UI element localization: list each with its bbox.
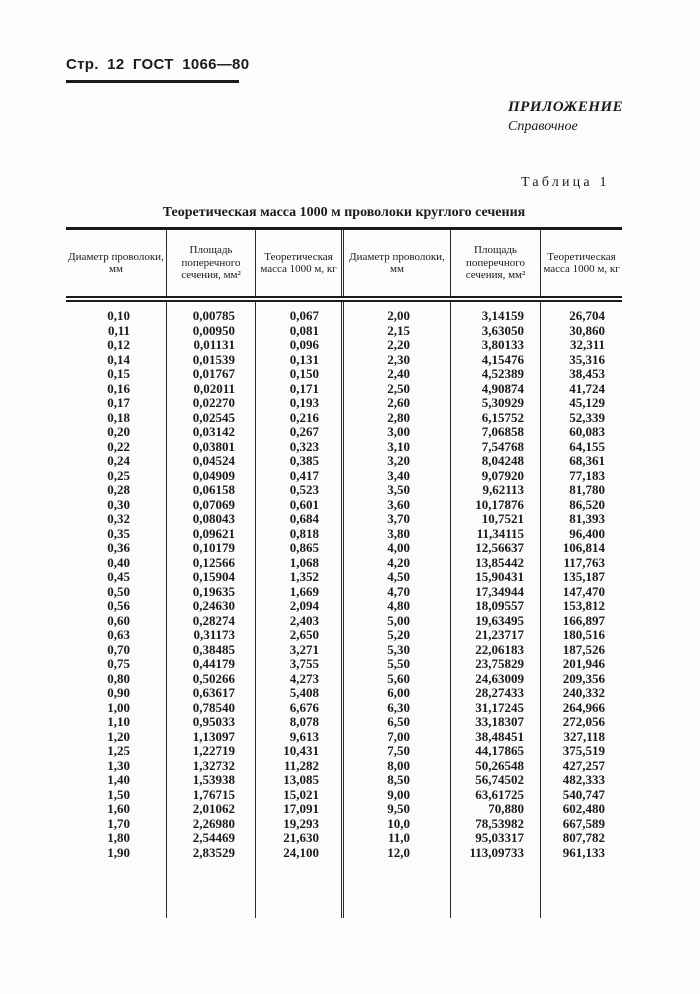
table-cell: 0,684 [255, 512, 341, 527]
table-cell: 0,12 [107, 337, 130, 352]
table-cell: 961,133 [540, 846, 622, 861]
table-cell: 180,516 [540, 628, 622, 643]
table-cell: 0,09621 [166, 527, 255, 542]
table-cell: 1,25 [107, 743, 130, 758]
table-cell: 15,021 [255, 788, 341, 803]
table-cell: 0,10 [107, 308, 130, 323]
table-cell: 21,630 [255, 831, 341, 846]
table-cell: 3,20 [341, 454, 450, 469]
table-cell: 2,80 [341, 411, 450, 426]
table-cell: 106,814 [540, 541, 622, 556]
table-cell: 0,14 [107, 351, 130, 367]
table-cell: 0,70 [107, 641, 130, 657]
table-cell: 240,332 [540, 686, 622, 701]
column-header-area-left: Площадь поперечного сечения, мм² [166, 230, 255, 296]
table-cell: 264,966 [540, 701, 622, 716]
table-cell: 0,24 [107, 453, 130, 468]
table-cell: 50,26548 [450, 759, 540, 774]
wire-mass-table [66, 227, 622, 918]
table-cell: 8,00 [341, 759, 450, 774]
table-title: Теоретическая масса 1000 м проволоки круглого сечения [162, 205, 526, 220]
table-cell: 8,04248 [450, 454, 540, 469]
table-cell: 19,63495 [450, 614, 540, 629]
table-cell: 0,36 [107, 540, 130, 555]
table-cell: 0,80 [107, 670, 130, 686]
table-cell: 7,00 [341, 730, 450, 745]
table-cell: 0,18 [107, 409, 130, 425]
table-cell: 0,131 [255, 353, 341, 368]
table-cell: 0,24630 [166, 599, 255, 614]
table-cell: 38,48451 [450, 730, 540, 745]
table-cell: 18,09557 [450, 599, 540, 614]
table-cell: 95,03317 [450, 831, 540, 846]
table-cell: 1,80 [107, 830, 130, 845]
table-cell: 32,311 [540, 338, 622, 353]
table-cell: 28,27433 [450, 686, 540, 701]
table-cell: 1,90 [107, 844, 130, 860]
table-cell: 2,60 [341, 396, 450, 411]
header-rule [66, 80, 239, 83]
table-cell: 0,601 [255, 498, 341, 513]
table-cell: 6,00 [341, 686, 450, 701]
table-cell: 2,26980 [166, 817, 255, 832]
table-cell: 0,40 [107, 554, 130, 570]
table-cell: 187,526 [540, 643, 622, 658]
table-cell: 24,100 [255, 846, 341, 861]
table-cell: 3,271 [255, 643, 341, 658]
table-cell: 52,339 [540, 411, 622, 426]
table-cell: 0,16 [107, 380, 130, 396]
table-cell: 117,763 [540, 556, 622, 571]
table-cell: 35,316 [540, 353, 622, 368]
table-tail-cell [66, 860, 166, 918]
table-cell: 6,50 [341, 715, 450, 730]
table-cell: 1,352 [255, 570, 341, 585]
table-cell: 11,282 [255, 759, 341, 774]
table-cell: 0,03142 [166, 425, 255, 440]
table-cell: 4,80 [341, 599, 450, 614]
table-cell: 209,356 [540, 672, 622, 687]
table-cell: 96,400 [540, 527, 622, 542]
table-cell: 2,650 [255, 628, 341, 643]
table-cell: 375,519 [540, 744, 622, 759]
table-cell: 4,00 [341, 541, 450, 556]
table-tail-cell [450, 860, 540, 918]
table-cell: 5,20 [341, 628, 450, 643]
table-cell: 2,30 [341, 353, 450, 368]
table-cell: 0,25 [107, 467, 130, 483]
annex-title: ПРИЛОЖЕНИЕ [508, 99, 624, 115]
table-cell: 0,15 [107, 366, 130, 381]
table-cell: 0,90 [107, 685, 130, 700]
table-cell: 0,096 [255, 338, 341, 353]
table-cell: 5,60 [341, 672, 450, 687]
table-cell: 9,50 [341, 802, 450, 817]
table-cell: 17,091 [255, 802, 341, 817]
table-cell: 0,193 [255, 396, 341, 411]
table-cell: 41,724 [540, 382, 622, 397]
table-cell: 38,453 [540, 367, 622, 382]
table-cell: 7,50 [341, 744, 450, 759]
table-cell: 9,62113 [450, 483, 540, 498]
table-cell: 24,63009 [450, 672, 540, 687]
table-cell: 3,14159 [450, 309, 540, 324]
table-cell: 60,083 [540, 425, 622, 440]
table-tail-cell [540, 860, 622, 918]
table-cell: 0,03801 [166, 440, 255, 455]
table-cell: 0,15904 [166, 570, 255, 585]
table-cell: 113,09733 [450, 846, 540, 861]
table-cell: 6,676 [255, 701, 341, 716]
table-cell: 5,30929 [450, 396, 540, 411]
table-cell: 3,60 [341, 498, 450, 513]
table-cell: 31,17245 [450, 701, 540, 716]
table-tail-cell [255, 860, 341, 918]
table-cell: 4,70 [341, 585, 450, 600]
table-cell: 0,28274 [166, 614, 255, 629]
table-label: Таблица 1 [521, 175, 610, 190]
table-cell: 482,333 [540, 773, 622, 788]
column-header-mass-right: Теоретическая масса 1000 м, кг [540, 230, 622, 296]
table-body [66, 302, 622, 918]
table-cell: 0,12566 [166, 556, 255, 571]
table-cell: 2,50 [341, 382, 450, 397]
table-cell: 15,90431 [450, 570, 540, 585]
table-cell: 201,946 [540, 657, 622, 672]
table-cell: 19,293 [255, 817, 341, 832]
table-cell: 77,183 [540, 469, 622, 484]
table-cell: 81,780 [540, 483, 622, 498]
page-header: Стр. 12 ГОСТ 1066—80 [66, 56, 250, 73]
table-cell: 0,63 [107, 627, 130, 642]
table-header-row [66, 230, 622, 296]
table-cell: 2,00 [341, 309, 450, 324]
table-cell: 56,74502 [450, 773, 540, 788]
table-cell: 3,80 [341, 527, 450, 542]
table-cell: 272,056 [540, 715, 622, 730]
table-cell: 0,63617 [166, 686, 255, 701]
table-cell: 2,40 [341, 367, 450, 382]
table-cell: 2,403 [255, 614, 341, 629]
table-cell: 0,01131 [166, 338, 255, 353]
table-cell: 0,523 [255, 483, 341, 498]
table-cell: 166,897 [540, 614, 622, 629]
table-cell: 0,56 [107, 598, 130, 613]
table-cell: 7,06858 [450, 425, 540, 440]
table-cell: 0,01767 [166, 367, 255, 382]
table-cell: 2,01062 [166, 802, 255, 817]
table-cell: 64,155 [540, 440, 622, 455]
table-cell: 1,10 [107, 714, 130, 729]
table-cell: 3,755 [255, 657, 341, 672]
table-cell: 0,75 [107, 656, 130, 671]
table-cell: 0,78540 [166, 701, 255, 716]
table-cell: 0,44179 [166, 657, 255, 672]
table-cell: 3,50 [341, 483, 450, 498]
table-cell: 1,70 [107, 815, 130, 831]
column-header-area-right: Площадь поперечного сечения, мм² [450, 230, 540, 296]
table-cell: 0,50 [107, 583, 130, 599]
table-cell: 13,85442 [450, 556, 540, 571]
table-cell: 22,06183 [450, 643, 540, 658]
table-cell: 1,669 [255, 585, 341, 600]
table-cell: 3,80133 [450, 338, 540, 353]
table-cell: 4,50 [341, 570, 450, 585]
table-cell: 0,01539 [166, 353, 255, 368]
table-tail-cell [166, 860, 255, 918]
table-cell: 3,63050 [450, 324, 540, 339]
table-cell: 8,078 [255, 715, 341, 730]
table-cell: 6,15752 [450, 411, 540, 426]
table-cell: 1,00 [107, 699, 130, 715]
table-cell: 4,20 [341, 556, 450, 571]
table-cell: 63,61725 [450, 788, 540, 803]
table-cell: 2,094 [255, 599, 341, 614]
table-cell: 0,17 [107, 395, 130, 410]
table-cell: 0,02270 [166, 396, 255, 411]
table-cell: 0,22 [107, 438, 130, 454]
table-cell: 10,17876 [450, 498, 540, 513]
table-cell: 0,04909 [166, 469, 255, 484]
table-cell: 4,90874 [450, 382, 540, 397]
table-cell: 2,15 [341, 324, 450, 339]
table-cell: 4,273 [255, 672, 341, 687]
table-cell: 3,00 [341, 425, 450, 440]
table-cell: 4,15476 [450, 353, 540, 368]
table-cell: 12,0 [341, 846, 450, 861]
table-cell: 68,361 [540, 454, 622, 469]
table-cell: 1,50 [107, 786, 130, 802]
table-cell: 3,40 [341, 469, 450, 484]
table-cell: 3,10 [341, 440, 450, 455]
table-cell: 12,56637 [450, 541, 540, 556]
table-cell: 0,08043 [166, 512, 255, 527]
table-cell: 45,129 [540, 396, 622, 411]
table-cell: 6,30 [341, 701, 450, 716]
table-cell: 0,60 [107, 612, 130, 628]
table-cell: 0,067 [255, 309, 341, 324]
table-cell: 0,06158 [166, 483, 255, 498]
table-cell: 0,28 [107, 482, 130, 497]
table-cell: 0,35 [107, 525, 130, 541]
table-cell: 3,70 [341, 512, 450, 527]
table-cell: 0,32 [107, 511, 130, 526]
table-cell: 1,76715 [166, 788, 255, 803]
annex-block [508, 99, 623, 135]
table-cell: 11,34115 [450, 527, 540, 542]
table-cell: 1,40 [107, 772, 130, 787]
table-cell: 5,50 [341, 657, 450, 672]
table-cell: 0,95033 [166, 715, 255, 730]
table-cell: 9,07920 [450, 469, 540, 484]
table-cell: 70,880 [450, 802, 540, 817]
table-cell: 0,150 [255, 367, 341, 382]
table-cell: 0,865 [255, 541, 341, 556]
table-cell: 0,216 [255, 411, 341, 426]
table-cell: 5,30 [341, 643, 450, 658]
column-header-diameter-right: Диаметр проволоки, мм [341, 230, 450, 296]
table-cell: 13,085 [255, 773, 341, 788]
table-cell: 0,31173 [166, 628, 255, 643]
table-cell: 0,081 [255, 324, 341, 339]
table-cell: 1,068 [255, 556, 341, 571]
table-cell: 0,02545 [166, 411, 255, 426]
table-cell: 1,13097 [166, 730, 255, 745]
table-cell: 8,50 [341, 773, 450, 788]
table-cell: 0,00950 [166, 324, 255, 339]
table-cell: 427,257 [540, 759, 622, 774]
table-cell: 7,54768 [450, 440, 540, 455]
table-cell: 0,45 [107, 569, 130, 584]
table-cell: 0,07069 [166, 498, 255, 513]
table-cell: 81,393 [540, 512, 622, 527]
table-cell: 1,60 [107, 801, 130, 816]
table-cell: 153,812 [540, 599, 622, 614]
table-cell: 0,11 [107, 322, 130, 338]
table-cell: 86,520 [540, 498, 622, 513]
table-cell: 0,171 [255, 382, 341, 397]
annex-subtitle: Справочное [508, 119, 578, 134]
table-cell: 0,30 [107, 496, 130, 512]
column-header-diameter-left: Диаметр проволоки, мм [68, 250, 164, 275]
table-cell: 33,18307 [450, 715, 540, 730]
table-cell: 0,417 [255, 469, 341, 484]
table-cell: 0,00785 [166, 309, 255, 324]
table-cell: 2,83529 [166, 846, 255, 861]
table-cell: 78,53982 [450, 817, 540, 832]
table-cell: 540,747 [540, 788, 622, 803]
table-cell: 2,20 [341, 338, 450, 353]
table-cell: 10,431 [255, 744, 341, 759]
table-cell: 1,20 [107, 728, 130, 744]
table-cell: 1,32732 [166, 759, 255, 774]
table-cell: 10,0 [341, 817, 450, 832]
table-cell: 4,52389 [450, 367, 540, 382]
table-cell: 17,34944 [450, 585, 540, 600]
table-cell: 44,17865 [450, 744, 540, 759]
table-cell: 9,613 [255, 730, 341, 745]
table-cell: 5,00 [341, 614, 450, 629]
table-cell: 1,22719 [166, 744, 255, 759]
table-cell: 11,0 [341, 831, 450, 846]
table-cell: 0,04524 [166, 454, 255, 469]
table-cell: 0,267 [255, 425, 341, 440]
table-cell: 1,53938 [166, 773, 255, 788]
table-cell: 26,704 [540, 309, 622, 324]
table-cell: 10,7521 [450, 512, 540, 527]
table-cell: 327,118 [540, 730, 622, 745]
table-tail-cell [341, 860, 450, 918]
table-cell: 0,385 [255, 454, 341, 469]
table-cell: 9,00 [341, 788, 450, 803]
table-cell: 667,589 [540, 817, 622, 832]
table-cell: 147,470 [540, 585, 622, 600]
table-cell: 21,23717 [450, 628, 540, 643]
table-cell: 0,818 [255, 527, 341, 542]
table-cell: 0,19635 [166, 585, 255, 600]
table-cell: 0,323 [255, 440, 341, 455]
table-cell: 23,75829 [450, 657, 540, 672]
column-header-mass-left: Теоретическая масса 1000 м, кг [255, 230, 341, 296]
table-cell: 30,860 [540, 324, 622, 339]
table-cell: 0,02011 [166, 382, 255, 397]
table-cell: 0,20 [107, 424, 130, 439]
table-cell: 1,30 [107, 757, 130, 773]
table-cell: 135,187 [540, 570, 622, 585]
table-cell: 0,50266 [166, 672, 255, 687]
table-cell: 0,38485 [166, 643, 255, 658]
table-cell: 2,54469 [166, 831, 255, 846]
table-cell: 0,10179 [166, 541, 255, 556]
table-cell: 5,408 [255, 686, 341, 701]
table-cell: 602,480 [540, 802, 622, 817]
table-cell: 807,782 [540, 831, 622, 846]
